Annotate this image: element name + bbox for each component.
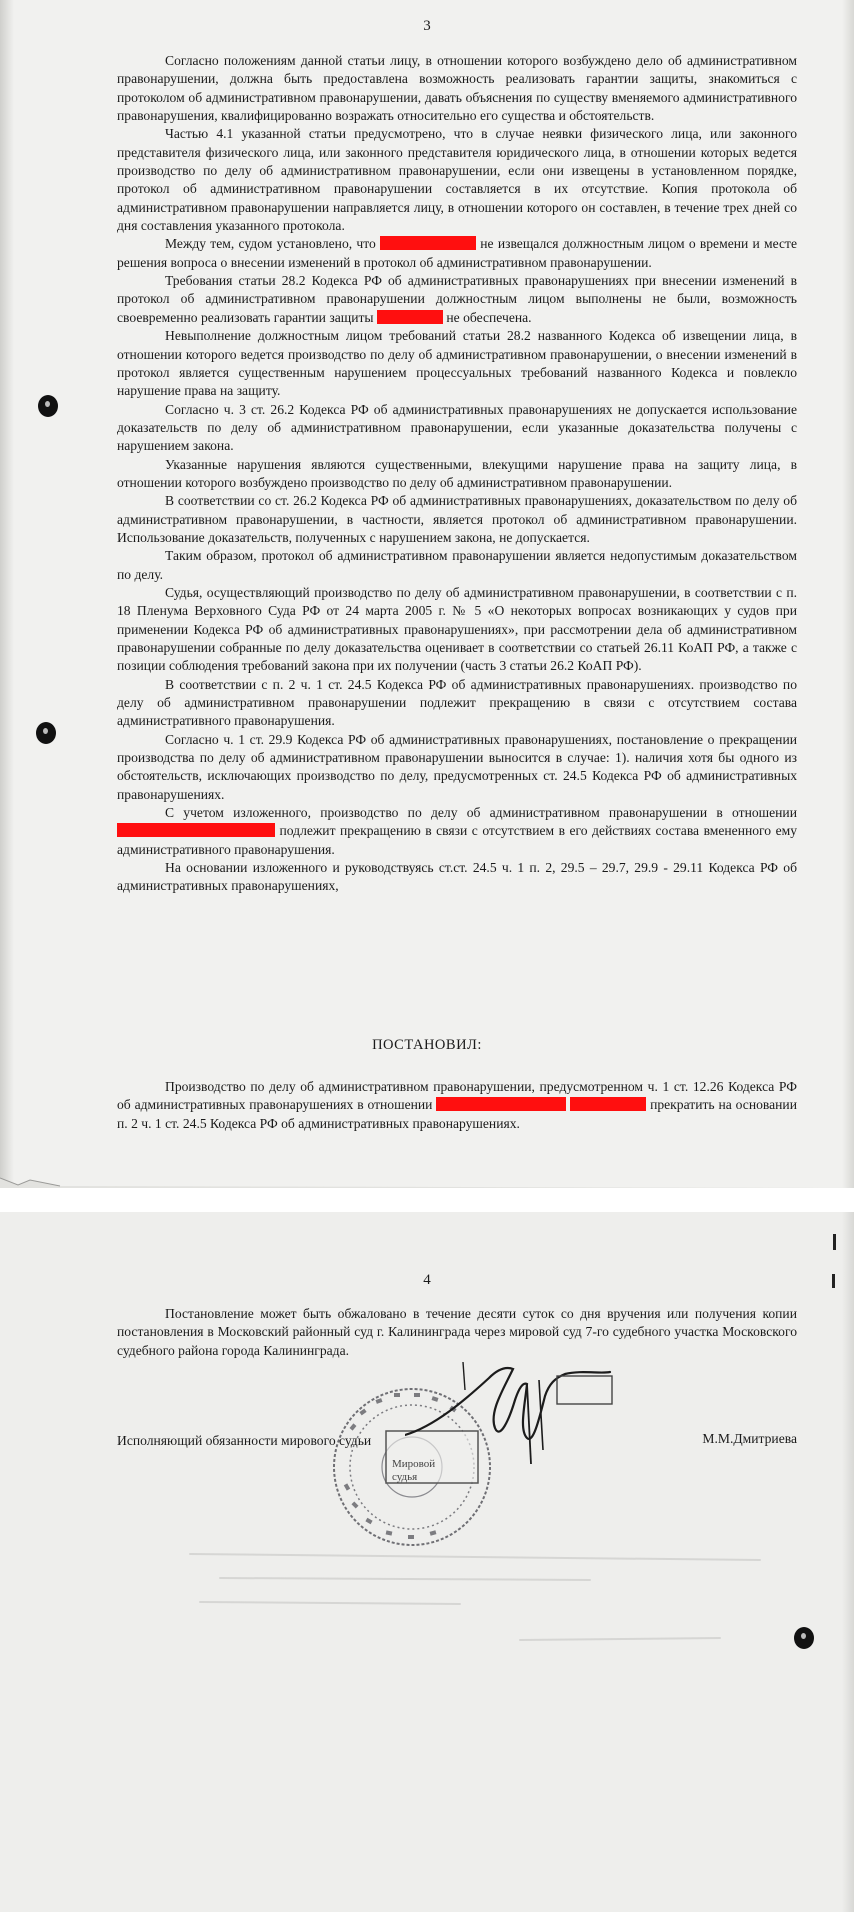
page-shadow-left [0,0,14,1188]
handwritten-signature [405,1360,615,1480]
body-text [117,52,797,896]
redaction-box [436,1097,566,1111]
paragraph-text: не извещался должностным лицом о времени и месте решения вопроса о внесении изменений в протокол об административном правонарушении. [117,236,798,270]
paragraph [117,235,797,272]
paragraph: В соответствии с п. 2 ч. 1 ст. 24.5 Кодекса РФ об административных правонарушениях. производство по делу об административном правонарушении подлежит прекращению в связи с отсутствием состава административного правонарушения. [117,676,797,729]
paragraph-text: подлежит прекращению в связи с отсутствием в его действиях состава вмененного ему административного правонарушения. [117,823,798,857]
redaction-box [117,823,275,837]
redaction-box [380,236,476,250]
appeal-text [117,1305,797,1360]
stamp-label: Мировой судья [392,1458,436,1483]
paragraph [117,272,797,327]
paragraph: Таким образом, протокол об административном правонарушении является недопустимым доказательством по делу. [117,548,797,582]
punch-hole [794,1627,814,1649]
redaction-box [570,1097,646,1111]
decision-text [117,1078,797,1133]
page-shadow-right [842,0,854,1188]
offset-print-marks [160,1540,780,1690]
paragraph [117,1078,797,1133]
paragraph: Частью 4.1 указанной статьи предусмотрено, что в случае неявки физического лица, или законного представителя физического лица, или законного представителя юридического лица, в отношении которых ведется производство по делу об административном правонарушении, если они извещены в установленном порядке, протокол об административном правонарушении составляется в их отсутствие. Копия протокола об административном правонарушении направляется лицу, в отношении которого он составлен, в течение трех дней со дня составления указанного протокола. [117,126,797,234]
paragraph: Указанные нарушения являются существенными, влекущими нарушение права на защиту лица, в отношении которого возбуждено производство по делу об административном правонарушении. [117,456,797,490]
paragraph-text: С учетом изложенного, производство по делу об административном правонарушении в отношении [165,805,797,821]
signer-title: Исполняющий обязанности мирового судьи [117,1433,372,1448]
signer-name: М.М.Дмитриева [702,1431,797,1446]
signature-row [117,1433,797,1449]
page-shadow-right [842,1212,854,1912]
page-number: 3 [423,18,431,34]
margin-mark [833,1234,836,1250]
paragraph: В соответствии со ст. 26.2 Кодекса РФ об административных правонарушениях, доказательством по делу об административном правонарушении, в частности, является протокол об административном правонарушении. Использование доказательств, полученных с нарушением закона, не допускается. [117,493,797,545]
paragraph: Согласно ч. 3 ст. 26.2 Кодекса РФ об административных правонарушениях не допускается использование доказательств по делу об административном правонарушении, если указанные доказательства получены с нарушением закона. [117,401,797,454]
paragraph-text: Требования статьи 28.2 Кодекса РФ об административных правонарушениях при внесении изменений в протокол об административном правонарушении должностным лицом выполнены не были, возможность своевременно реализовать гарантии защиты [117,273,797,325]
paragraph: Постановление может быть обжаловано в течение десяти суток со дня вручения или получения копии постановления в Московский районный суд г. Калининграда через мировой суд 7-го судебного участка Московского судебного района города Калининграда. [117,1306,797,1358]
punch-hole [36,722,56,744]
paragraph-text: Между тем, судом установлено, что [165,236,376,252]
paragraph: На основании изложенного и руководствуясь ст.ст. 24.5 ч. 1 п. 2, 29.5 – 29.7, 29.9 - 29.11 Кодекса РФ об административных правонарушениях, [117,860,797,894]
page-number: 4 [423,1272,431,1288]
paragraph-text: Производство по делу об административном правонарушении, предусмотренном ч. 1 ст. 12.26 Кодекса РФ об административных правонарушениях в отношении [117,1079,797,1113]
redaction-box [377,310,443,324]
paragraph [117,804,797,859]
paragraph: Согласно ч. 1 ст. 29.9 Кодекса РФ об административных правонарушениях, постановление о прекращении производства по делу об административном правонарушении выносится в случае: 1). наличия хотя бы одного из обстоятельств, исключающих производство по делу, предусмотренных ст. 24.5 Кодекса РФ об административных правонарушениях. [117,731,797,802]
paragraph-text: прекратить на основании п. 2 ч. 1 ст. 24.5 Кодекса РФ об административных правонарушениях. [117,1097,797,1131]
paragraph: Согласно положениям данной статьи лицу, в отношении которого возбуждено дело об административном правонарушении, должна быть предоставлена возможность реализовать гарантии защиты, знакомиться с протоколом об административном правонарушении, давать объяснения по существу вменяемого административного правонарушения, квалифицированно возражать относительно его существа и обстоятельств. [117,53,797,124]
page-tear-edge [0,1176,854,1188]
paragraph: Невыполнение должностным лицом требований статьи 28.2 названного Кодекса об извещении лица, в отношении которого ведется производство по делу об административном правонарушении, о внесении изменений в протокол является существенным нарушением процессуальных требований названного Кодекса и повлекло нарушение права на защиту. [117,328,797,399]
margin-mark [832,1274,835,1288]
punch-hole [38,395,58,417]
decision-heading: ПОСТАНОВИЛ: [372,1037,482,1053]
paragraph-text: не обеспечена. [446,309,532,325]
paragraph: Судья, осуществляющий производство по делу об административном правонарушении, в соответствии с п. 18 Пленума Верховного Суда РФ от 24 марта 2005 г. № 5 «О некоторых вопросах возникающих у судов при применении Кодекса РФ об административных правонарушениях», при рассмотрении дела об административном правонарушении собранные по делу доказательства оценивает в соответствии со статьей 26.11 КоАП РФ, а также с позиции соблюдения требований закона при их получении (часть 3 статьи 26.2 КоАП РФ). [117,584,797,674]
